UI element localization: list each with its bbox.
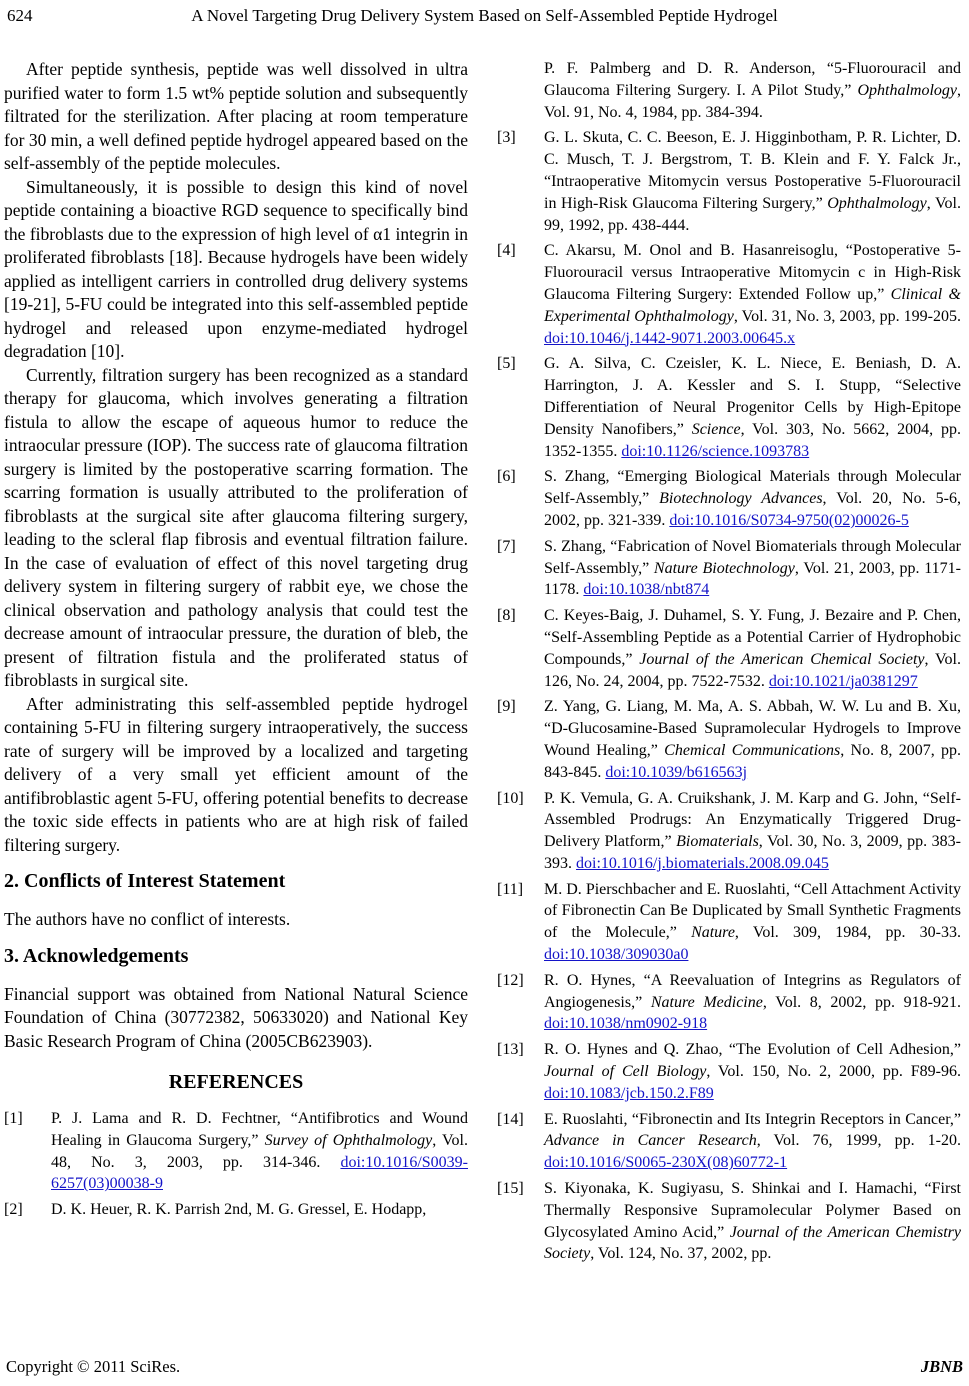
reference-number: [8] (497, 607, 516, 625)
reference-number: [1] (4, 1110, 23, 1127)
reference-item (497, 127, 961, 236)
reference-item (497, 970, 961, 1035)
reference-body (544, 1109, 961, 1174)
reference-item (4, 1108, 468, 1195)
paragraph: Simultaneously, it is possible to design this kind of novel peptide containing a bioactive RGD sequence to specifically bind the fibroblasts due to the expression of high level of α1 integrin in proliferated fibroblasts [18]. Because hydrogels have been widely applied as intelligent carriers in controlled drug delivery systems [19-21], 5-FU could be integrated into this self-assembled peptide hydrogel and released upon enzyme-mediated hydrogel degradation [10]. (4, 176, 468, 361)
reference-body (544, 466, 961, 531)
reference-text: , Vol. 76, 1999, pp. 1-20. (756, 1132, 961, 1150)
doi-link[interactable]: doi:10.1038/nbt874 (583, 581, 710, 599)
journal-name: Ophthalmology (827, 194, 927, 212)
reference-text: P. J. Lama and R. D. Fechtner, “Antifibrotics and Wound Healing in Glaucoma Surgery,” (51, 1110, 468, 1149)
reference-number: [13] (497, 1041, 524, 1059)
reference-item (497, 353, 961, 462)
reference-text: R. O. Hynes and Q. Zhao, “The Evolution of Cell Adhesion,” (544, 1041, 961, 1059)
reference-number: [11] (497, 880, 524, 898)
journal-abbreviation: JBNB (920, 1357, 963, 1376)
reference-text: , Vol. 91, No. 4, 1984, pp. 384-394. (544, 81, 961, 121)
journal-name: Journal of Cell Biology (544, 1063, 707, 1081)
section-heading: 3. Acknowledgements (4, 944, 189, 967)
doi-link[interactable]: doi:10.1016/S0039-6257(03)00038-9 (51, 1153, 468, 1193)
reference-text: , Vol. 21, 2003, pp. 1171-1178. (544, 559, 961, 599)
reference-text: , Vol. 31, No. 3, 2003, pp. 199-205. (733, 307, 962, 325)
reference-item (497, 240, 961, 349)
reference-item (4, 1199, 468, 1221)
doi-link[interactable]: doi:10.1038/nm0902-918 (544, 1015, 708, 1033)
reference-body (544, 353, 961, 462)
reference-text: , Vol. 8, 2002, pp. 918-921. (762, 993, 962, 1011)
journal-name: Clinical & Experimental Ophthalmology (544, 285, 962, 325)
reference-text: Z. Yang, G. Liang, M. Ma, A. S. Abbah, W. W. Lu and B. Xu, “D-Glucosamine-Based Supramolecular Hydrogels to Improve Wound Healing,” (544, 698, 961, 759)
journal-name: Nature Biotechnology (653, 559, 795, 577)
journal-name: Journal of the American Chemistry Society (544, 1223, 962, 1263)
journal-name: Survey of Ophthalmology (264, 1131, 433, 1149)
reference-body (544, 605, 961, 692)
reference-number: [15] (497, 1180, 524, 1198)
doi-link[interactable]: doi:10.1016/S0065-230X(08)60772-1 (544, 1154, 788, 1172)
page-header (0, 0, 969, 32)
reference-text: P. K. Vemula, G. A. Cruikshank, J. M. Karp and G. John, “Self-Assembled Prodrugs: An Enzymatically Triggered Drug-Delivery Platform,” (544, 789, 961, 851)
doi-link[interactable]: doi:10.1038/309030a0 (544, 946, 689, 964)
reference-number: [2] (4, 1201, 23, 1219)
reference-text: , Vol. 30, No. 3, 2009, pp. 383-393. (544, 833, 961, 872)
reference-body (51, 1108, 468, 1195)
paragraph: After peptide synthesis, peptide was well dissolved in ultra purified water to form 1.5 wt% peptide solution and subsequently filtrated for the sterilization. After placing at room temperature for 30 min, a well defined peptide hydrogel appeared based on the self-assembly of the peptide molecules. (4, 59, 468, 173)
right-column (497, 58, 961, 1350)
reference-number: [6] (497, 468, 516, 486)
reference-text: C. Akarsu, M. Onol and B. Hasanreisoglu, “Postoperative 5-Fluorouracil versus Intraoperative Mitomycin c in High-Risk Glaucoma Filtering Surgery: Extended Follow up,” (544, 242, 961, 303)
doi-link[interactable]: doi:10.1016/S0734-9750(02)00026-5 (669, 511, 909, 529)
reference-text: , Vol. 126, No. 24, 2004, pp. 7522-7532. (544, 650, 961, 690)
reference-item (497, 879, 961, 966)
two-column-body (0, 58, 969, 1350)
reference-number: [3] (497, 129, 516, 147)
doi-link[interactable]: doi:10.1016/j.biomaterials.2008.09.045 (576, 854, 829, 872)
paragraph: Financial support was obtained from National Natural Science Foundation of China (30772382, 50633020) and National Key Basic Research Program of China (2005CB623903). (4, 983, 468, 1051)
page-footer (0, 1357, 969, 1377)
reference-text: S. Kiyonaka, K. Sugiyasu, S. Shinkai and I. Hamachi, “First Thermally Responsive Supramolecular Polymer Based on Glycosylated Amino Acid,” (544, 1180, 961, 1241)
doi-link[interactable]: doi:10.1039/b616563j (605, 763, 748, 781)
reference-text: M. D. Pierschbacher and E. Ruoslahti, “Cell Attachment Activity of Fibronectin Can Be Duplicated by Small Synthetic Fragments of the Molecule,” (544, 880, 961, 942)
journal-name: Chemical Communications (664, 741, 841, 759)
reference-number (497, 58, 544, 123)
reference-text: P. F. Palmberg and D. R. Anderson, “5-Fluorouracil and Glaucoma Filtering Surgery. I. A Pilot Study,” (544, 60, 961, 99)
reference-body (544, 879, 961, 966)
reference-item (497, 696, 961, 783)
reference-number: [9] (497, 698, 516, 716)
paragraph: After administrating this self-assembled peptide hydrogel containing 5-FU in filtering surgery intraoperatively, the success rate of surgery will be improved by a localized and targeting delivery of a very small yet efficient amount of the antifibroblastic agent 5-FU, offering potential benefits to decrease the toxic side effects in patients who are at high risk of failed filtering surgery. (4, 693, 468, 855)
journal-name: Advance in Cancer Research (544, 1132, 757, 1150)
reference-number: [4] (497, 242, 516, 260)
journal-name: Ophthalmology (857, 81, 957, 99)
reference-item (497, 1178, 961, 1265)
reference-number: [10] (497, 789, 524, 807)
reference-text: , Vol. 48, No. 3, 2003, pp. 314-346. (51, 1131, 468, 1171)
reference-text: , Vol. 99, 1992, pp. 438-444. (544, 194, 961, 234)
reference-text: D. K. Heuer, R. K. Parrish 2nd, M. G. Gressel, E. Hodapp, (51, 1201, 427, 1219)
reference-text: , Vol. 303, No. 5662, 2004, pp. 1352-1355. (544, 420, 961, 460)
reference-body (544, 696, 961, 783)
doi-link[interactable]: doi:10.1046/j.1442-9071.2003.00645.x (544, 329, 796, 347)
reference-text: , Vol. 124, No. 37, 2002, pp. (590, 1245, 772, 1263)
journal-name: Nature (691, 924, 735, 942)
reference-text: , No. 8, 2007, pp. 843-845. (544, 741, 962, 781)
reference-item (497, 605, 961, 692)
journal-name: Science (691, 420, 741, 438)
reference-item (497, 1109, 961, 1174)
reference-text: , Vol. 309, 1984, pp. 30-33. (734, 924, 961, 942)
reference-body (544, 1039, 961, 1104)
reference-text: , Vol. 150, No. 2, 2000, pp. F89-96. (706, 1063, 961, 1081)
paragraph: The authors have no conflict of interests. (4, 909, 291, 929)
page-number: 624 (7, 6, 33, 25)
reference-body (51, 1199, 468, 1221)
journal-name: Journal of the American Chemical Society (639, 650, 925, 668)
reference-text: S. Zhang, “Emerging Biological Materials through Molecular Self-Assembly,” (544, 468, 961, 508)
reference-text: E. Ruoslahti, “Fibronectin and Its Integrin Receptors in Cancer,” (544, 1110, 961, 1128)
reference-text: G. A. Silva, C. Czeisler, K. L. Niece, E. Beniash, D. A. Harrington, J. A. Kessler and S. I. Stupp, “Selective Differentiation of Neural Progenitor Cells by High-Epitope Density Nanofibers,” (544, 355, 961, 438)
reference-number: [5] (497, 355, 516, 373)
reference-body (544, 240, 961, 349)
reference-item (497, 536, 961, 601)
reference-text: G. L. Skuta, C. C. Beeson, E. J. Higginbotham, P. R. Lichter, D. C. Musch, T. J. Bergstrom, T. B. Klein and F. Y. Falck Jr., “Intraoperative Mitomycin versus Postoperative 5-Fluorouracil in High-Risk Glaucoma Filtering Surgery,” (544, 129, 961, 212)
reference-body (544, 127, 961, 236)
reference-text: , Vol. 20, No. 5-6, 2002, pp. 321-339. (544, 490, 961, 529)
reference-text: R. O. Hynes, “A Reevaluation of Integrins as Regulators of Angiogenesis,” (544, 971, 961, 1011)
doi-link[interactable]: doi:10.1083/jcb.150.2.F89 (544, 1084, 714, 1102)
doi-link[interactable]: doi:10.1021/ja0381297 (768, 672, 918, 690)
reference-body (544, 536, 961, 601)
reference-number: [7] (497, 537, 516, 555)
reference-text: S. Zhang, “Fabrication of Novel Biomaterials through Molecular Self-Assembly,” (544, 537, 961, 577)
paper-title: A Novel Targeting Drug Delivery System Based on Self-Assembled Peptide Hydrogel (191, 6, 778, 25)
reference-item (497, 58, 961, 123)
reference-item (497, 788, 961, 875)
reference-item (497, 466, 961, 531)
doi-link[interactable]: doi:10.1126/science.1093783 (621, 442, 810, 460)
section-heading: 2. Conflicts of Interest Statement (4, 870, 286, 892)
reference-number: [14] (497, 1110, 524, 1128)
references-heading: REFERENCES (168, 1071, 304, 1093)
journal-name: Nature Medicine (650, 993, 763, 1011)
reference-body (544, 1178, 961, 1265)
reference-body (544, 58, 961, 123)
reference-number: [12] (497, 971, 524, 989)
reference-text: C. Keyes-Baig, J. Duhamel, S. Y. Fung, J. Bezaire and P. Chen, “Self-Assembling Peptide as a Potential Carrier of Hydrophobic Compounds,” (544, 607, 961, 668)
journal-name: Biotechnology Advances (659, 490, 823, 508)
paragraph: Currently, filtration surgery has been recognized as a standard therapy for glaucoma, which involves generating a filtration fistula to allow the escape of aqueous humor to reduce the intraocular pressure (IOP). The success rate of glaucoma filtration surgery is limited by the postoperative scarring formation. The scarring formation is usually attributed to the proliferation of fibroblasts at the surgical site after glaucoma filtering surgery, leading to the scleral flap fibrosis and eventual filtration failure. In the case of evaluation of effect of this novel targeting drug delivery system in filtering surgery of rabbit eye, we chose the clinical observation and pathology analysis that could test the decrease amount of intraocular pressure, the duration of bleb, the present of filtration fistula and the proliferated status of fibroblasts in surgical site. (4, 364, 468, 690)
journal-name: Biomaterials (676, 833, 759, 851)
reference-item (497, 1039, 961, 1104)
left-column (4, 58, 468, 1350)
reference-body (544, 970, 961, 1035)
reference-body (544, 788, 961, 875)
copyright-notice: Copyright © 2011 SciRes. (6, 1357, 181, 1376)
